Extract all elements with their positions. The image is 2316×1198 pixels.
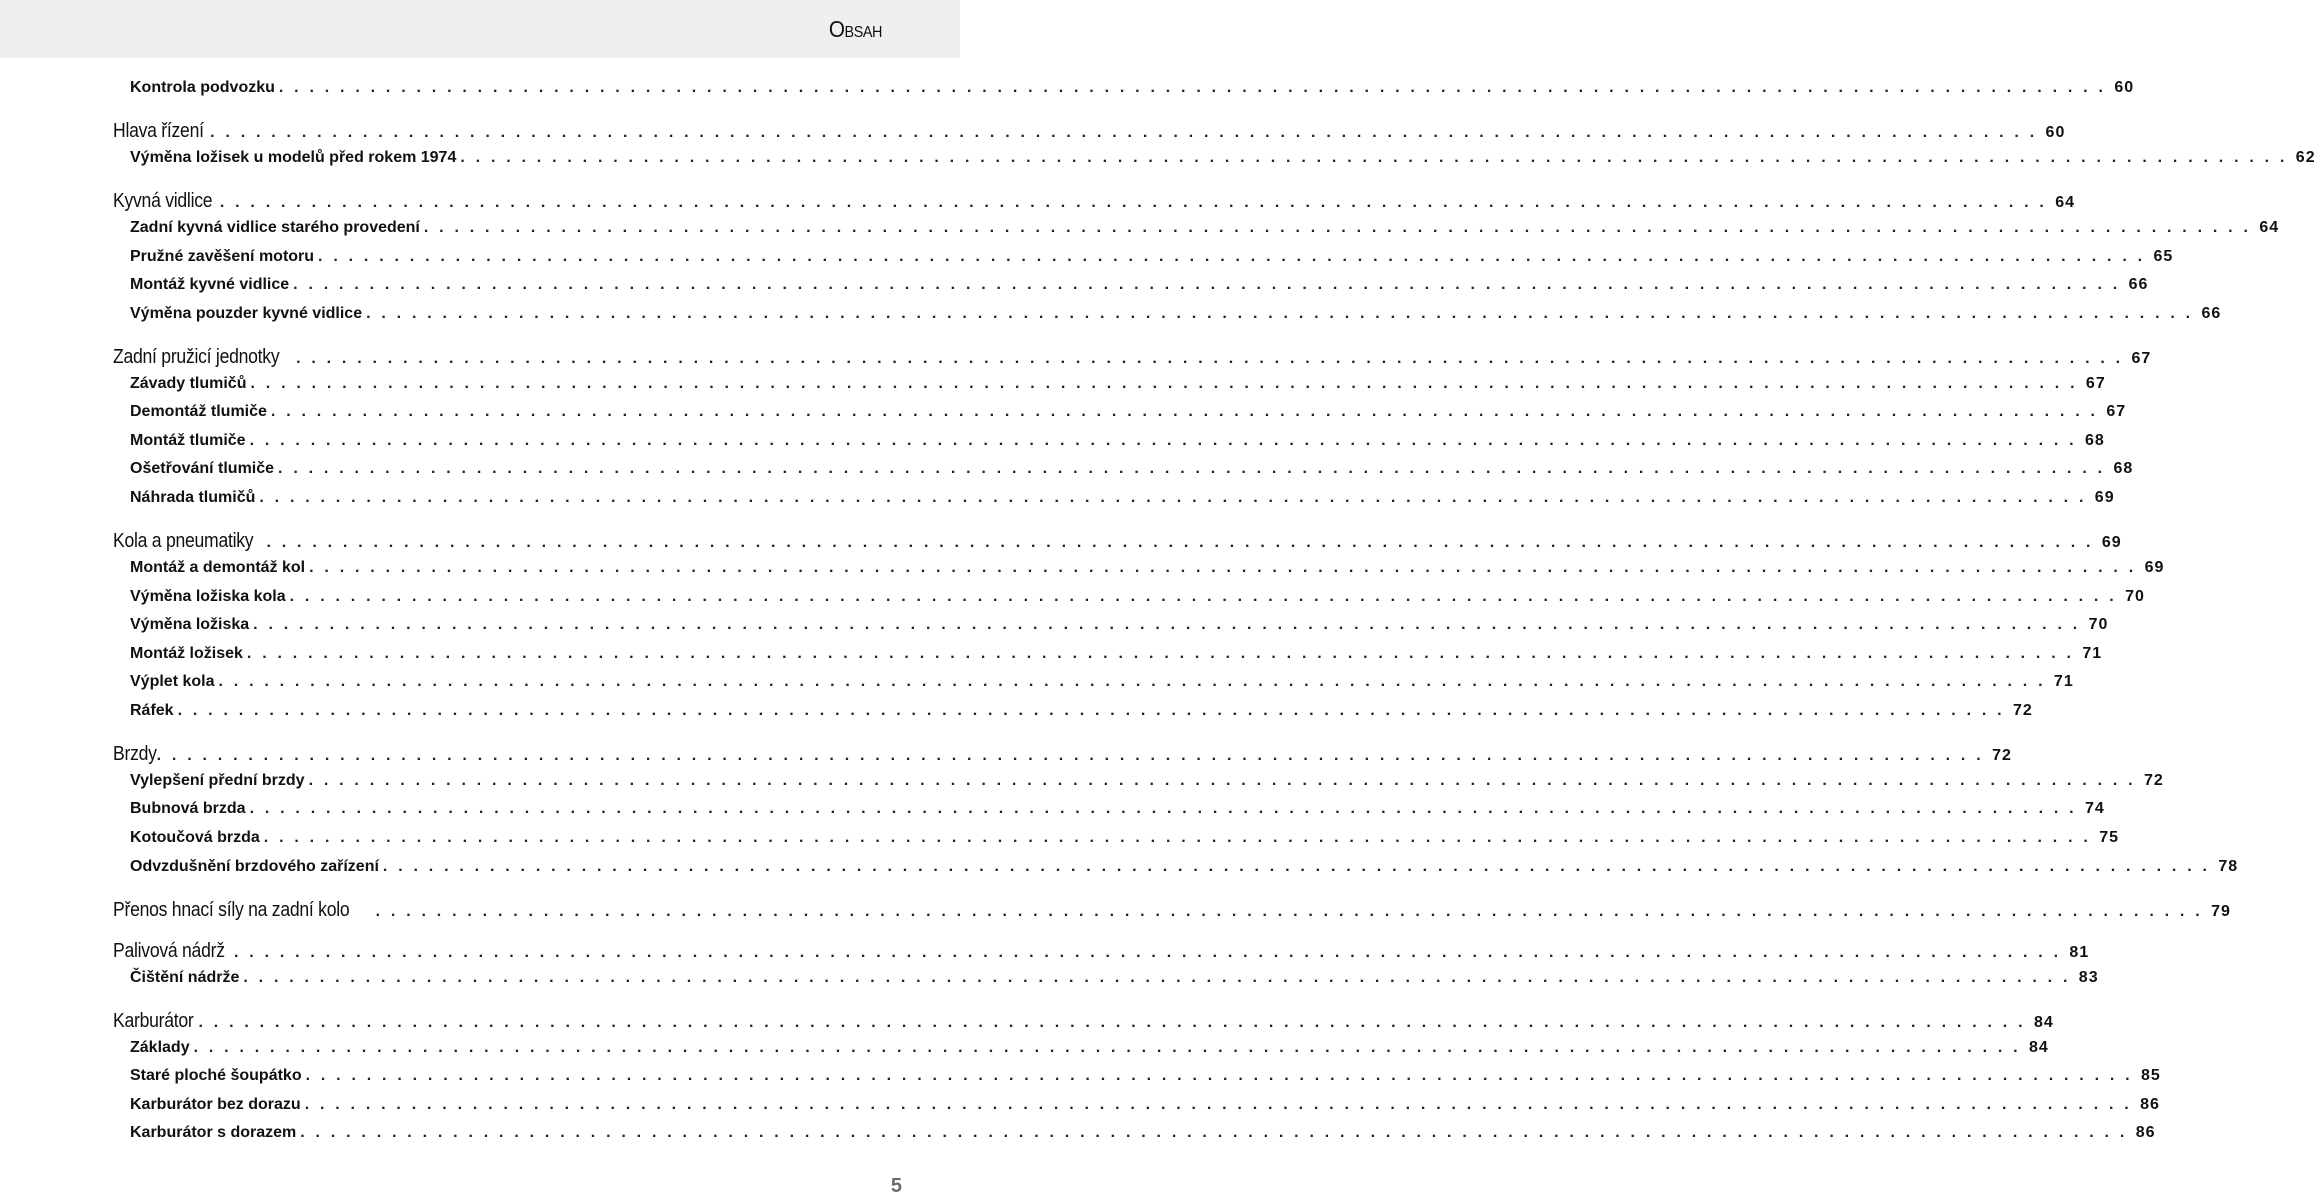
toc-entry-page: 62 <box>2295 149 2316 166</box>
dot-leader: . . . . . . . . . . . . . . . . . . . . . . . . . . . . . . . . . . . . . . . . . . . . . . . . . . . . . . . . . . . . . . . . . . . . . . . . . . . . . . . . . . . . . . . . . . . . . . . . . . . . . . . . . . . . . . . . . . . . . . . . <box>249 800 2077 817</box>
toc-entry-title: Výměna pouzder kyvné vidlice <box>130 305 363 322</box>
toc-entry-title: Kyvná vidlice <box>113 190 213 212</box>
toc-entry-title: Zadní pružicí jednotky <box>113 346 280 368</box>
toc-entry-page: 70 <box>2088 616 2109 633</box>
toc-section-entry[interactable] <box>0 305 2222 323</box>
toc-entry-title: Ošetřování tlumiče <box>130 460 275 477</box>
dot-leader: . . . . . . . . . . . . . . . . . . . . . . . . . . . . . . . . . . . . . . . . . . . . . . . . . . . . . . . . . . . . . . . . . . . . . . . . . . . . . . . . . . . . . . . . . . . . . . . . . . . . . . . . . . . . . . . . . . . . . . . . <box>289 588 2117 605</box>
toc-section-entry[interactable] <box>0 149 2316 167</box>
toc-entry-page: 67 <box>2085 375 2106 392</box>
dot-leader: . . . . . . . . . . . . . . . . . . . . . . . . . . . . . . . . . . . . . . . . . . . . . . . . . . . . . . . . . . . . . . . . . . . . . . . . . . . . . . . . . . . . . . . . . . . . . . . . . . . . . . . . . . . . . . . . . . . . . . . . <box>253 616 2081 633</box>
dot-leader: . . . . . . . . . . . . . . . . . . . . . . . . . . . . . . . . . . . . . . . . . . . . . . . . . . . . . . . . . . . . . . . . . . . . . . . . . . . . . . . . . . . . . . . . . . . . . . . . . . . . . . . . . . . . . . . . . . . . . . . . <box>375 903 2203 920</box>
dot-leader: . . . . . . . . . . . . . . . . . . . . . . . . . . . . . . . . . . . . . . . . . . . . . . . . . . . . . . . . . . . . . . . . . . . . . . . . . . . . . . . . . . . . . . . . . . . . . . . . . . . . . . . . . . . . . . . . . . . . . . . . <box>198 1014 2026 1031</box>
dot-leader: . . . . . . . . . . . . . . . . . . . . . . . . . . . . . . . . . . . . . . . . . . . . . . . . . . . . . . . . . . . . . . . . . . . . . . . . . . . . . . . . . . . . . . . . . . . . . . . . . . . . . . . . . . . . . . . . . . . . . . . . <box>309 559 2137 576</box>
dot-leader: . . . . . . . . . . . . . . . . . . . . . . . . . . . . . . . . . . . . . . . . . . . . . . . . . . . . . . . . . . . . . . . . . . . . . . . . . . . . . . . . . . . . . . . . . . . . . . . . . . . . . . . . . . . . . . . . . . . . . . . . <box>460 149 2288 166</box>
toc-entry-title: Základy <box>130 1039 190 1056</box>
dot-leader: . . . . . . . . . . . . . . . . . . . . . . . . . . . . . . . . . . . . . . . . . . . . . . . . . . . . . . . . . . . . . . . . . . . . . . . . . . . . . . . . . . . . . . . . . . . . . . . . . . . . . . . . . . . . . . . . . . . . . . . . <box>246 645 2075 662</box>
dot-leader: . . . . . . . . . . . . . . . . . . . . . . . . . . . . . . . . . . . . . . . . . . . . . . . . . . . . . . . . . . . . . . . . . . . . . . . . . . . . . . . . . . . . . . . . . . . . . . . . . . . . . . . . . . . . . . . . . . . . . . . . <box>308 772 2136 789</box>
toc-entry-title: Montáž tlumiče <box>130 432 246 449</box>
page-number: 5 <box>890 1175 902 1197</box>
dot-leader: . . . . . . . . . . . . . . . . . . . . . . . . . . . . . . . . . . . . . . . . . . . . . . . . . . . . . . . . . . . . . . . . . . . . . . . . . . . . . . . . . . . . . . . . . . . . . . . . . . . . . . . . . . . . . . . . . . . . . . . . <box>156 747 1984 764</box>
toc-section-entry[interactable] <box>0 559 2165 577</box>
toc-chapter-entry[interactable] <box>0 743 2012 766</box>
toc-entry-page: 75 <box>2099 829 2120 846</box>
toc-entry-page: 83 <box>2078 969 2099 986</box>
dot-leader: . . . . . . . . . . . . . . . . . . . . . . . . . . . . . . . . . . . . . . . . . . . . . . . . . . . . . . . . . . . . . . . . . . . . . . . . . . . . . . . . . . . . . . . . . . . . . . . . . . . . . . . . . . . . . . . . . . . . . . . . <box>210 124 2038 141</box>
toc-entry-page: 71 <box>2053 673 2074 690</box>
dot-leader: . . . . . . . . . . . . . . . . . . . . . . . . . . . . . . . . . . . . . . . . . . . . . . . . . . . . . . . . . . . . . . . . . . . . . . . . . . . . . . . . . . . . . . . . . . . . . . . . . . . . . . . . . . . . . . . . . . . . . . . . <box>250 375 2078 392</box>
toc-entry-title: Montáž a demontáž kol <box>130 559 306 576</box>
toc-entry-page: 67 <box>2106 403 2127 420</box>
toc-entry-title: Odvzdušnění brzdového zařízení <box>130 858 379 875</box>
toc-entry-title: Staré ploché šoupátko <box>130 1067 302 1084</box>
dot-leader: . . . . . . . . . . . . . . . . . . . . . . . . . . . . . . . . . . . . . . . . . . . . . . . . . . . . . . . . . . . . . . . . . . . . . . . . . . . . . . . . . . . . . . . . . . . . . . . . . . . . . . . . . . . . . . . . . . . . . . . . <box>296 350 2124 367</box>
toc-entry-page: 86 <box>2140 1096 2160 1113</box>
dot-leader: . . . . . . . . . . . . . . . . . . . . . . . . . . . . . . . . . . . . . . . . . . . . . . . . . . . . . . . . . . . . . . . . . . . . . . . . . . . . . . . . . . . . . . . . . . . . . . . . . . . . . . . . . . . . . . . . . . . . . . . . <box>193 1039 2021 1056</box>
toc-entry-page: 60 <box>2114 79 2135 96</box>
toc-entry-title: Přenos hnací síly na zadní kolo <box>113 899 350 921</box>
toc-entry-title: Vylepšení přední brzdy <box>130 772 305 789</box>
toc-section-entry[interactable] <box>0 1096 2160 1114</box>
toc-entry-page: 66 <box>2201 305 2222 322</box>
toc-entry-title: Montáž ložisek <box>130 645 243 662</box>
toc-entry-page: 78 <box>2218 858 2239 875</box>
dot-leader: . . . . . . . . . . . . . . . . . . . . . . . . . . . . . . . . . . . . . . . . . . . . . . . . . . . . . . . . . . . . . . . . . . . . . . . . . . . . . . . . . . . . . . . . . . . . . . . . . . . . . . . . . . . . . . . . . . . . . . . . <box>278 79 2107 96</box>
toc-section-entry[interactable] <box>0 645 2103 663</box>
toc-section-entry[interactable] <box>0 489 2115 507</box>
dot-leader: . . . . . . . . . . . . . . . . . . . . . . . . . . . . . . . . . . . . . . . . . . . . . . . . . . . . . . . . . . . . . . . . . . . . . . . . . . . . . . . . . . . . . . . . . . . . . . . . . . . . . . . . . . . . . . . . . . . . . . . . <box>233 944 2062 961</box>
toc-section-entry[interactable] <box>0 702 2033 720</box>
toc-entry-page: 79 <box>2211 903 2231 920</box>
toc-entry-title: Výměna ložisek u modelů před rokem 1974 <box>130 149 457 166</box>
toc-chapter-entry[interactable] <box>0 1010 2054 1033</box>
dot-leader: . . . . . . . . . . . . . . . . . . . . . . . . . . . . . . . . . . . . . . . . . . . . . . . . . . . . . . . . . . . . . . . . . . . . . . . . . . . . . . . . . . . . . . . . . . . . . . . . . . . . . . . . . . . . . . . . . . . . . . . . <box>305 1067 2133 1084</box>
toc-entry-title: Brzdy <box>113 743 157 765</box>
toc-entry-page: 69 <box>2144 559 2165 576</box>
toc-section-entry[interactable] <box>0 1067 2161 1085</box>
toc-entry-page: 68 <box>2085 432 2105 449</box>
toc-entry-title: Závady tlumičů <box>130 375 247 392</box>
toc-chapter-entry[interactable] <box>0 190 2076 213</box>
toc-entry-page: 65 <box>2153 248 2174 265</box>
toc-entry-page: 86 <box>2135 1124 2156 1141</box>
dot-leader: . . . . . . . . . . . . . . . . . . . . . . . . . . . . . . . . . . . . . . . . . . . . . . . . . . . . . . . . . . . . . . . . . . . . . . . . . . . . . . . . . . . . . . . . . . . . . . . . . . . . . . . . . . . . . . . . . . . . . . . . <box>300 1124 2128 1141</box>
toc-section-entry[interactable] <box>0 248 2174 266</box>
toc-entry-title: Demontáž tlumiče <box>130 403 267 420</box>
toc-section-entry[interactable] <box>0 1124 2156 1142</box>
header-band <box>0 0 960 58</box>
dot-leader: . . . . . . . . . . . . . . . . . . . . . . . . . . . . . . . . . . . . . . . . . . . . . . . . . . . . . . . . . . . . . . . . . . . . . . . . . . . . . . . . . . . . . . . . . . . . . . . . . . . . . . . . . . . . . . . . . . . . . . . . <box>293 276 2121 293</box>
toc-section-entry[interactable] <box>0 276 2149 294</box>
toc-entry-title: Výplet kola <box>130 673 215 690</box>
dot-leader: . . . . . . . . . . . . . . . . . . . . . . . . . . . . . . . . . . . . . . . . . . . . . . . . . . . . . . . . . . . . . . . . . . . . . . . . . . . . . . . . . . . . . . . . . . . . . . . . . . . . . . . . . . . . . . . . . . . . . . . . <box>423 219 2252 236</box>
toc-entry-title: Pružné zavěšení motoru <box>130 248 315 265</box>
toc-section-entry[interactable] <box>0 772 2164 790</box>
toc-entry-page: 81 <box>2069 944 2090 961</box>
toc-section-entry[interactable] <box>0 375 2106 393</box>
toc-section-entry[interactable] <box>0 79 2135 97</box>
dot-leader: . . . . . . . . . . . . . . . . . . . . . . . . . . . . . . . . . . . . . . . . . . . . . . . . . . . . . . . . . . . . . . . . . . . . . . . . . . . . . . . . . . . . . . . . . . . . . . . . . . . . . . . . . . . . . . . . . . . . . . . . <box>249 432 2077 449</box>
toc-entry-page: 74 <box>2085 800 2105 817</box>
toc-entry-title: Karburátor <box>113 1010 194 1032</box>
dot-leader: . . . . . . . . . . . . . . . . . . . . . . . . . . . . . . . . . . . . . . . . . . . . . . . . . . . . . . . . . . . . . . . . . . . . . . . . . . . . . . . . . . . . . . . . . . . . . . . . . . . . . . . . . . . . . . . . . . . . . . . . <box>278 460 2106 477</box>
dot-leader: . . . . . . . . . . . . . . . . . . . . . . . . . . . . . . . . . . . . . . . . . . . . . . . . . . . . . . . . . . . . . . . . . . . . . . . . . . . . . . . . . . . . . . . . . . . . . . . . . . . . . . . . . . . . . . . . . . . . . . . . <box>266 534 2094 551</box>
dot-leader: . . . . . . . . . . . . . . . . . . . . . . . . . . . . . . . . . . . . . . . . . . . . . . . . . . . . . . . . . . . . . . . . . . . . . . . . . . . . . . . . . . . . . . . . . . . . . . . . . . . . . . . . . . . . . . . . . . . . . . . . <box>243 969 2071 986</box>
toc-chapter-entry[interactable] <box>0 899 2231 922</box>
toc-section-entry[interactable] <box>0 460 2134 478</box>
toc-entry-title: Čištění nádrže <box>130 969 240 986</box>
toc-entry-title: Montáž kyvné vidlice <box>130 276 290 293</box>
toc-entry-page: 64 <box>2055 194 2076 211</box>
toc-chapter-entry[interactable] <box>0 530 2122 553</box>
toc-section-entry[interactable] <box>0 219 2280 237</box>
toc-entry-page: 72 <box>2144 772 2164 789</box>
toc-entry-page: 84 <box>2029 1039 2049 1056</box>
toc-entry-title: Kontrola podvozku <box>130 79 275 96</box>
toc-section-entry[interactable] <box>0 969 2099 987</box>
toc-section-entry[interactable] <box>0 800 2105 818</box>
toc-entry-page: 72 <box>2013 702 2033 719</box>
toc-section-entry[interactable] <box>0 858 2239 876</box>
toc-entry-page: 85 <box>2141 1067 2161 1084</box>
toc-entry-title: Hlava řízení <box>113 120 204 142</box>
toc-entry-page: 66 <box>2128 276 2149 293</box>
dot-leader: . . . . . . . . . . . . . . . . . . . . . . . . . . . . . . . . . . . . . . . . . . . . . . . . . . . . . . . . . . . . . . . . . . . . . . . . . . . . . . . . . . . . . . . . . . . . . . . . . . . . . . . . . . . . . . . . . . . . . . . . <box>304 1096 2132 1113</box>
toc-entry-page: 60 <box>2045 124 2066 141</box>
dot-leader: . . . . . . . . . . . . . . . . . . . . . . . . . . . . . . . . . . . . . . . . . . . . . . . . . . . . . . . . . . . . . . . . . . . . . . . . . . . . . . . . . . . . . . . . . . . . . . . . . . . . . . . . . . . . . . . . . . . . . . . . <box>263 829 2092 846</box>
toc-entry-page: 70 <box>2125 588 2145 605</box>
toc-entry-title: Zadní kyvná vidlice starého provedení <box>130 219 420 236</box>
toc-entry-page: 67 <box>2131 350 2152 367</box>
toc-entry-page: 64 <box>2259 219 2280 236</box>
toc-entry-title: Karburátor bez dorazu <box>130 1096 301 1113</box>
toc-section-entry[interactable] <box>0 403 2127 421</box>
toc-chapter-entry[interactable] <box>0 940 2090 963</box>
dot-leader: . . . . . . . . . . . . . . . . . . . . . . . . . . . . . . . . . . . . . . . . . . . . . . . . . . . . . . . . . . . . . . . . . . . . . . . . . . . . . . . . . . . . . . . . . . . . . . . . . . . . . . . . . . . . . . . . . . . . . . . . <box>218 673 2046 690</box>
dot-leader: . . . . . . . . . . . . . . . . . . . . . . . . . . . . . . . . . . . . . . . . . . . . . . . . . . . . . . . . . . . . . . . . . . . . . . . . . . . . . . . . . . . . . . . . . . . . . . . . . . . . . . . . . . . . . . . . . . . . . . . . <box>177 702 2005 719</box>
toc-entry-page: 72 <box>1992 747 2012 764</box>
toc-entry-title: Výměna ložiska <box>130 616 250 633</box>
toc-entry-title: Bubnová brzda <box>130 800 246 817</box>
toc-entry-page: 68 <box>2113 460 2134 477</box>
dot-leader: . . . . . . . . . . . . . . . . . . . . . . . . . . . . . . . . . . . . . . . . . . . . . . . . . . . . . . . . . . . . . . . . . . . . . . . . . . . . . . . . . . . . . . . . . . . . . . . . . . . . . . . . . . . . . . . . . . . . . . . . <box>382 858 2211 875</box>
toc-chapter-entry[interactable] <box>0 346 2152 369</box>
dot-leader: . . . . . . . . . . . . . . . . . . . . . . . . . . . . . . . . . . . . . . . . . . . . . . . . . . . . . . . . . . . . . . . . . . . . . . . . . . . . . . . . . . . . . . . . . . . . . . . . . . . . . . . . . . . . . . . . . . . . . . . . <box>259 489 2087 506</box>
toc-section-entry[interactable] <box>0 588 2145 606</box>
toc-section-entry[interactable] <box>0 616 2109 634</box>
toc-entry-title: Výměna ložiska kola <box>130 588 286 605</box>
dot-leader: . . . . . . . . . . . . . . . . . . . . . . . . . . . . . . . . . . . . . . . . . . . . . . . . . . . . . . . . . . . . . . . . . . . . . . . . . . . . . . . . . . . . . . . . . . . . . . . . . . . . . . . . . . . . . . . . . . . . . . . . <box>219 194 2048 211</box>
toc-entry-page: 84 <box>2033 1014 2054 1031</box>
dot-leader: . . . . . . . . . . . . . . . . . . . . . . . . . . . . . . . . . . . . . . . . . . . . . . . . . . . . . . . . . . . . . . . . . . . . . . . . . . . . . . . . . . . . . . . . . . . . . . . . . . . . . . . . . . . . . . . . . . . . . . . . <box>366 305 2194 322</box>
toc-entry-title: Palivová nádrž <box>113 940 225 962</box>
toc-entry-page: 71 <box>2082 645 2103 662</box>
toc-section-entry[interactable] <box>0 432 2105 450</box>
toc-entry-title: Náhrada tlumičů <box>130 489 256 506</box>
toc-entry-title: Ráfek <box>130 702 174 719</box>
toc-section-entry[interactable] <box>0 673 2074 691</box>
toc-entry-page: 69 <box>2094 489 2115 506</box>
toc-section-entry[interactable] <box>0 829 2120 847</box>
dot-leader: . . . . . . . . . . . . . . . . . . . . . . . . . . . . . . . . . . . . . . . . . . . . . . . . . . . . . . . . . . . . . . . . . . . . . . . . . . . . . . . . . . . . . . . . . . . . . . . . . . . . . . . . . . . . . . . . . . . . . . . . <box>318 248 2146 265</box>
toc-entry-title: Karburátor s dorazem <box>130 1124 297 1141</box>
dot-leader: . . . . . . . . . . . . . . . . . . . . . . . . . . . . . . . . . . . . . . . . . . . . . . . . . . . . . . . . . . . . . . . . . . . . . . . . . . . . . . . . . . . . . . . . . . . . . . . . . . . . . . . . . . . . . . . . . . . . . . . . <box>270 403 2099 420</box>
toc-chapter-entry[interactable] <box>0 120 2066 143</box>
toc-entry-title: Kola a pneumatiky <box>113 530 254 552</box>
page-title: Obsah <box>828 16 882 42</box>
toc-entry-page: 69 <box>2101 534 2122 551</box>
toc-entry-title: Kotoučová brzda <box>130 829 260 846</box>
toc-section-entry[interactable] <box>0 1039 2049 1057</box>
